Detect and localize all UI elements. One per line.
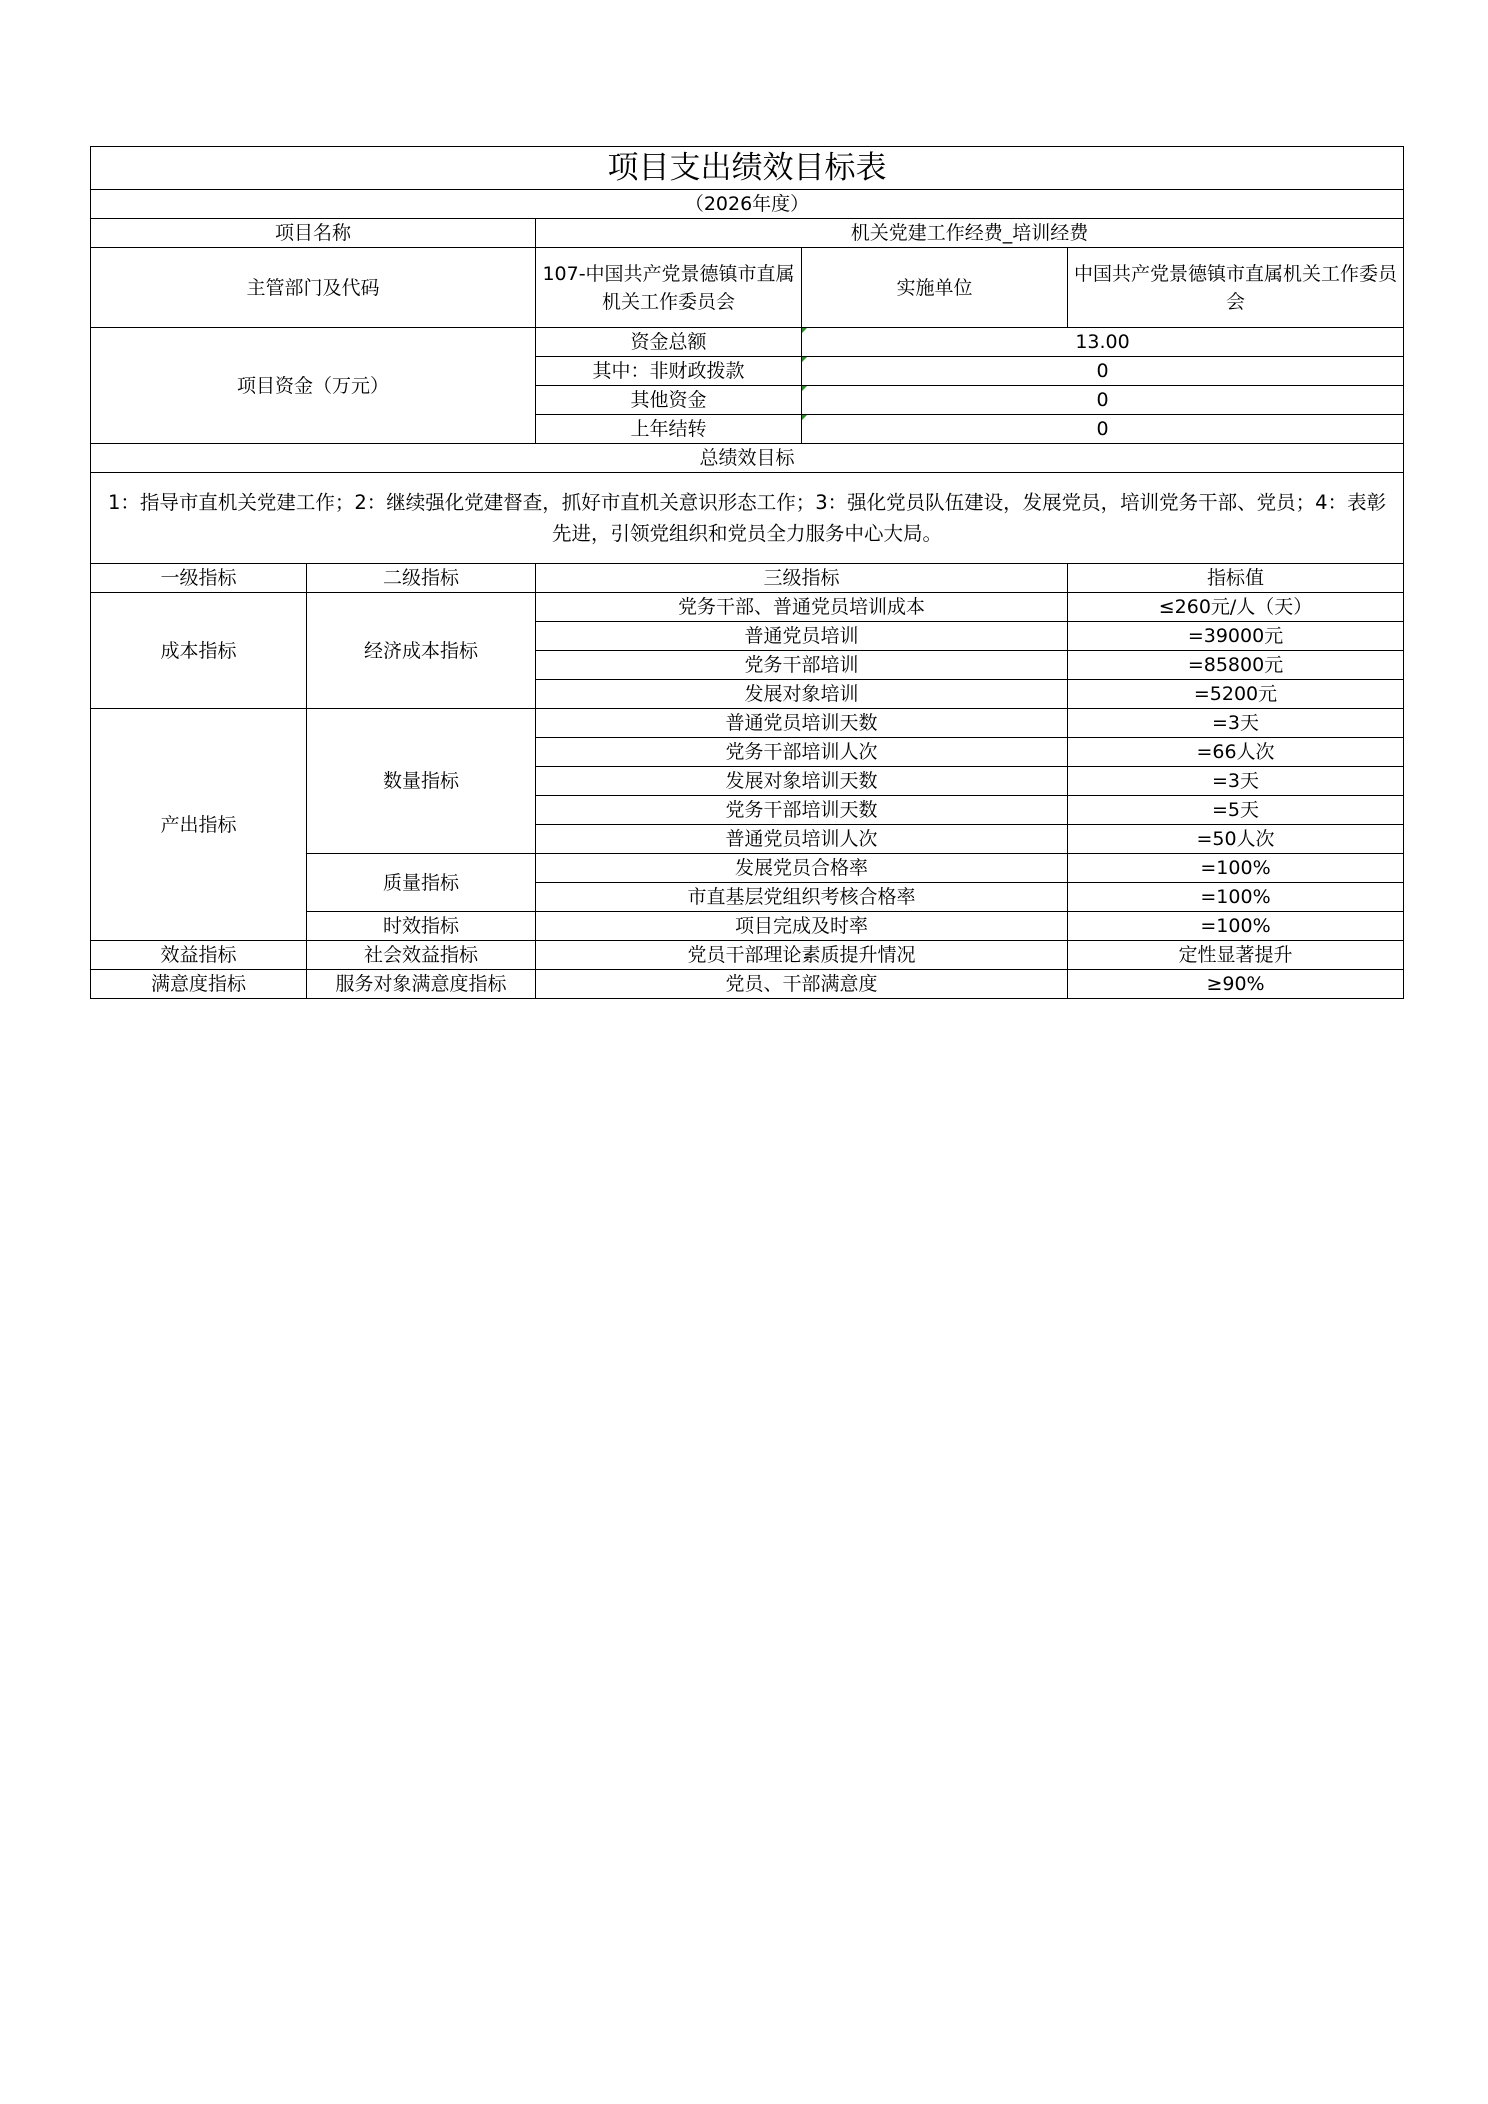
indicator-value: =5200元	[1068, 680, 1404, 709]
indicator-value: ≤260元/人（天）	[1068, 593, 1404, 622]
funds-item-label: 其中：非财政拨款	[536, 357, 802, 386]
indicator-name: 市直基层党组织考核合格率	[536, 883, 1068, 912]
funds-item-label: 上年结转	[536, 415, 802, 444]
header-value: 指标值	[1068, 564, 1404, 593]
quality-level2: 质量指标	[307, 854, 536, 912]
indicator-value: =39000元	[1068, 622, 1404, 651]
table-row	[91, 709, 1404, 738]
funds-label: 项目资金（万元）	[91, 328, 536, 444]
funds-item-value: 0	[802, 357, 1404, 386]
funds-item-label: 资金总额	[536, 328, 802, 357]
indicator-value: =85800元	[1068, 651, 1404, 680]
indicator-value: 定性显著提升	[1068, 941, 1404, 970]
dept-label: 主管部门及代码	[91, 248, 536, 328]
table-title: 项目支出绩效目标表	[91, 147, 1404, 190]
indicator-name: 党务干部培训人次	[536, 738, 1068, 767]
indicator-value: =3天	[1068, 709, 1404, 738]
satisfaction-level1: 满意度指标	[91, 970, 307, 999]
dept-value: 107-中国共产党景德镇市直属机关工作委员会	[536, 248, 802, 328]
cost-level2: 经济成本指标	[307, 593, 536, 709]
project-name-row	[91, 219, 1404, 248]
indicator-value: =100%	[1068, 854, 1404, 883]
funds-item-value: 0	[802, 415, 1404, 444]
indicator-value: =5天	[1068, 796, 1404, 825]
funds-row	[91, 328, 1404, 357]
indicator-header-row	[91, 564, 1404, 593]
project-name-label: 项目名称	[91, 219, 536, 248]
output-level1: 产出指标	[91, 709, 307, 941]
cost-level1: 成本指标	[91, 593, 307, 709]
performance-goals-table	[90, 146, 1404, 999]
impl-label: 实施单位	[802, 248, 1068, 328]
goal-text: 1：指导市直机关党建工作；2：继续强化党建督查，抓好市直机关意识形态工作；3：强化党员队伍建设，发展党员，培训党务干部、党员；4：表彰先进，引领党组织和党员全力服务中心大局。	[91, 473, 1404, 564]
table-row	[91, 593, 1404, 622]
impl-value: 中国共产党景德镇市直属机关工作委员会	[1068, 248, 1404, 328]
header-level2: 二级指标	[307, 564, 536, 593]
funds-item-label: 其他资金	[536, 386, 802, 415]
funds-item-value: 0	[802, 386, 1404, 415]
indicator-name: 党务干部培训天数	[536, 796, 1068, 825]
header-level3: 三级指标	[536, 564, 1068, 593]
indicator-value: =3天	[1068, 767, 1404, 796]
quantity-level2: 数量指标	[307, 709, 536, 854]
indicator-name: 发展对象培训	[536, 680, 1068, 709]
indicator-value: =100%	[1068, 883, 1404, 912]
satisfaction-level2: 服务对象满意度指标	[307, 970, 536, 999]
indicator-name: 党务干部培训	[536, 651, 1068, 680]
benefit-level2: 社会效益指标	[307, 941, 536, 970]
indicator-name: 普通党员培训	[536, 622, 1068, 651]
timeliness-level2: 时效指标	[307, 912, 536, 941]
indicator-name: 项目完成及时率	[536, 912, 1068, 941]
table-row	[91, 941, 1404, 970]
indicator-name: 党务干部、普通党员培训成本	[536, 593, 1068, 622]
project-name-value: 机关党建工作经费_培训经费	[536, 219, 1404, 248]
indicator-value: =50人次	[1068, 825, 1404, 854]
goal-label: 总绩效目标	[91, 444, 1404, 473]
indicator-value: ≥90%	[1068, 970, 1404, 999]
benefit-level1: 效益指标	[91, 941, 307, 970]
indicator-name: 党员干部理论素质提升情况	[536, 941, 1068, 970]
indicator-name: 党员、干部满意度	[536, 970, 1068, 999]
indicator-name: 普通党员培训天数	[536, 709, 1068, 738]
funds-item-value: 13.00	[802, 328, 1404, 357]
indicator-name: 普通党员培训人次	[536, 825, 1068, 854]
indicator-value: =100%	[1068, 912, 1404, 941]
table-row	[91, 970, 1404, 999]
header-level1: 一级指标	[91, 564, 307, 593]
department-row	[91, 248, 1404, 328]
table-year: （2026年度）	[91, 190, 1404, 219]
performance-table-sheet	[90, 146, 1403, 999]
indicator-name: 发展党员合格率	[536, 854, 1068, 883]
indicator-value: =66人次	[1068, 738, 1404, 767]
indicator-name: 发展对象培训天数	[536, 767, 1068, 796]
